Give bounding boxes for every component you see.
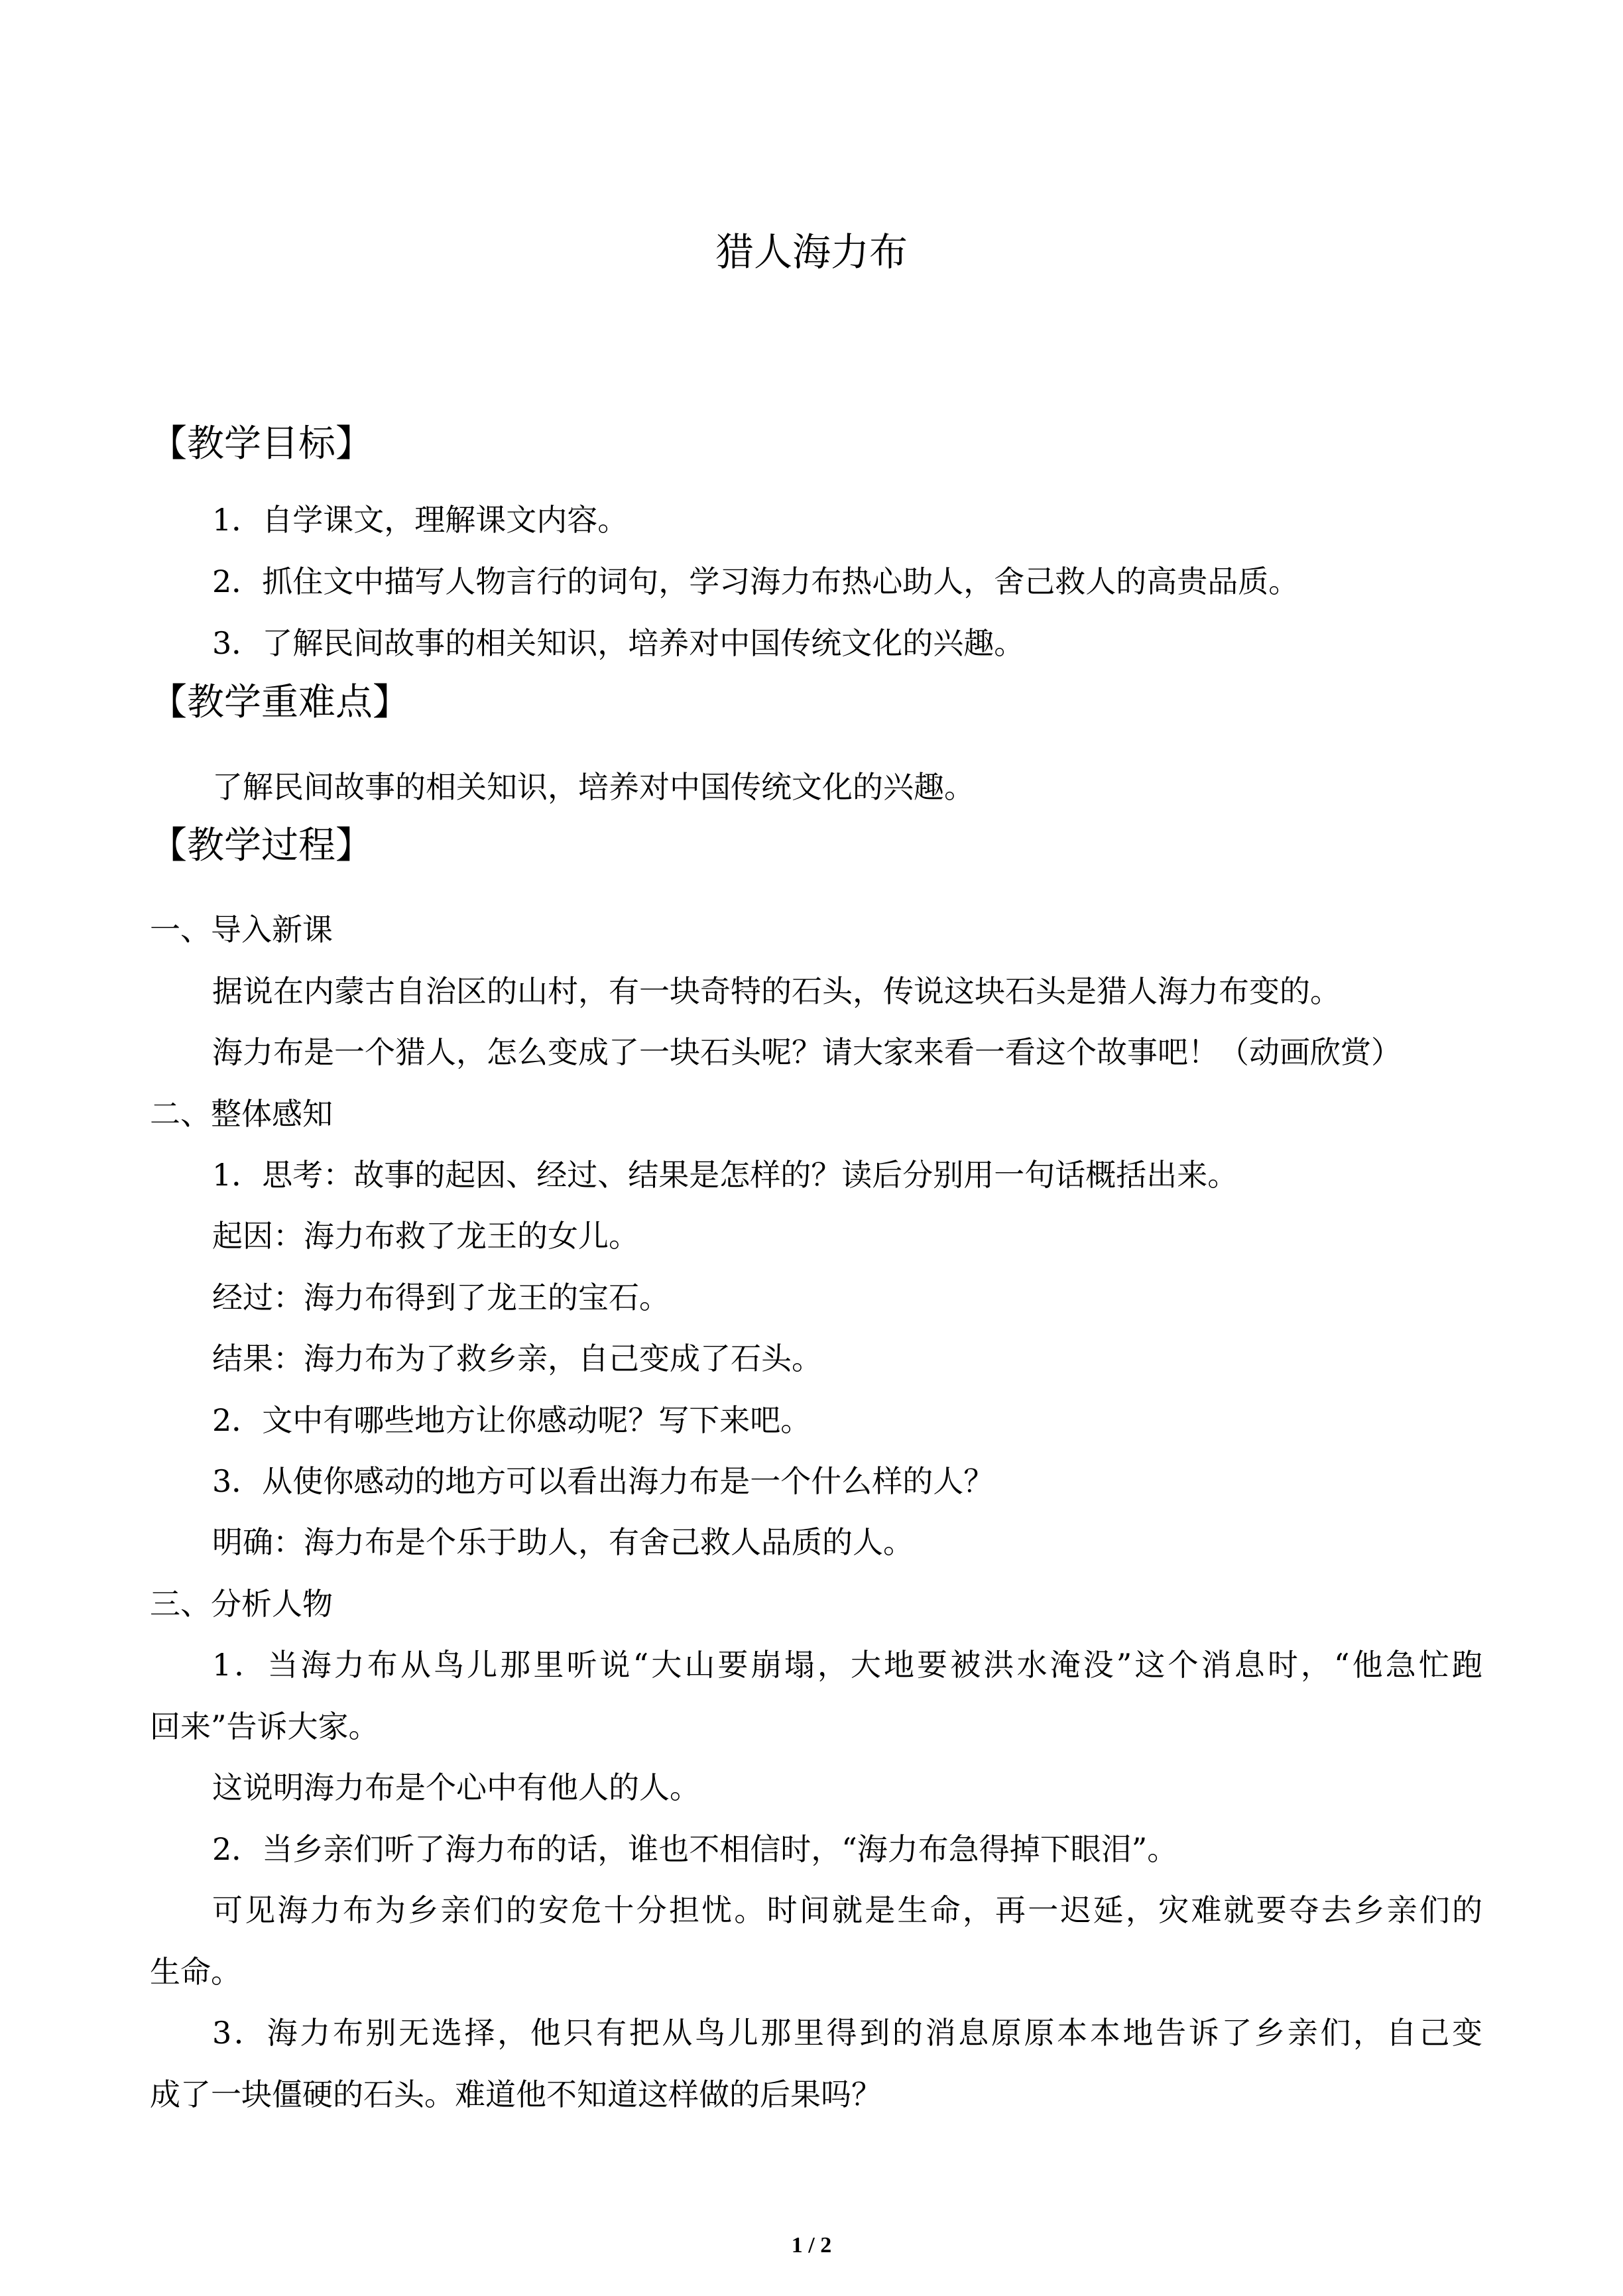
analysis-point-2: 2．当乡亲们听了海力布的话，谁也不相信时，“海力布急得掉下眼泪”。 [212,1831,1178,1867]
section-heading-goals: 【教学目标】 [150,422,373,465]
overview-course: 经过：海力布得到了龙王的宝石。 [212,1280,670,1315]
goal-item-3: 3．了解民间故事的相关知识，培养对中国传统文化的兴趣。 [212,625,1025,661]
analysis-point-1-line-2: 回来”告诉大家。 [150,1709,379,1744]
section-heading-process: 【教学过程】 [150,824,373,867]
keypoints-text: 了解民间故事的相关知识，培养对中国传统文化的兴趣。 [212,769,975,805]
goal-item-2: 2．抓住文中描写人物言行的词句，学习海力布热心助人，舍己救人的高贵品质。 [212,564,1299,599]
overview-cause: 起因：海力布救了龙王的女儿。 [212,1218,639,1254]
analysis-point-1-note: 这说明海力布是个心中有他人的人。 [212,1770,700,1805]
document-title: 猎人海力布 [715,229,908,274]
analysis-point-2-note-line-1: 可见海力布为乡亲们的安危十分担忧。时间就是生命，再一迟延，灾难就要夺去乡亲们的 [212,1892,1482,1928]
overview-answer: 明确：海力布是个乐于助人，有舍己救人品质的人。 [212,1524,914,1560]
subsection-title-intro: 一、导入新课 [150,912,333,947]
subsection-title-overview: 二、整体感知 [150,1096,333,1132]
goal-item-1: 1．自学课文，理解课文内容。 [212,502,629,538]
analysis-point-3-line-2: 成了一块僵硬的石头。难道他不知道这样做的后果吗？ [150,2077,882,2112]
analysis-point-1-line-1: 1．当海力布从鸟儿那里听说“大山要崩塌，大地要被洪水淹没”这个消息时，“他急忙跑 [212,1647,1482,1683]
intro-paragraph-1: 据说在内蒙古自治区的山村，有一块奇特的石头，传说这块石头是猎人海力布变的。 [212,973,1341,1009]
intro-paragraph-2: 海力布是一个猎人，怎么变成了一块石头呢？请大家来看一看这个故事吧！（动画欣赏） [212,1034,1402,1070]
section-heading-keypoints: 【教学重难点】 [150,681,410,724]
analysis-point-2-note-line-2: 生命。 [150,1954,241,1990]
overview-question-3: 3．从使你感动的地方可以看出海力布是一个什么样的人？ [212,1463,994,1499]
overview-question-1: 1．思考：故事的起因、经过、结果是怎样的？读后分别用一句话概括出来。 [212,1157,1238,1193]
page-number: 1 / 2 [791,2233,832,2258]
analysis-point-3-line-1: 3．海力布别无选择，他只有把从鸟儿那里得到的消息原原本本地告诉了乡亲们，自己变 [212,2015,1482,2051]
overview-result: 结果：海力布为了救乡亲，自己变成了石头。 [212,1341,822,1376]
overview-question-2: 2．文中有哪些地方让你感动呢？写下来吧。 [212,1402,812,1438]
subsection-title-analysis: 三、分析人物 [150,1586,333,1622]
